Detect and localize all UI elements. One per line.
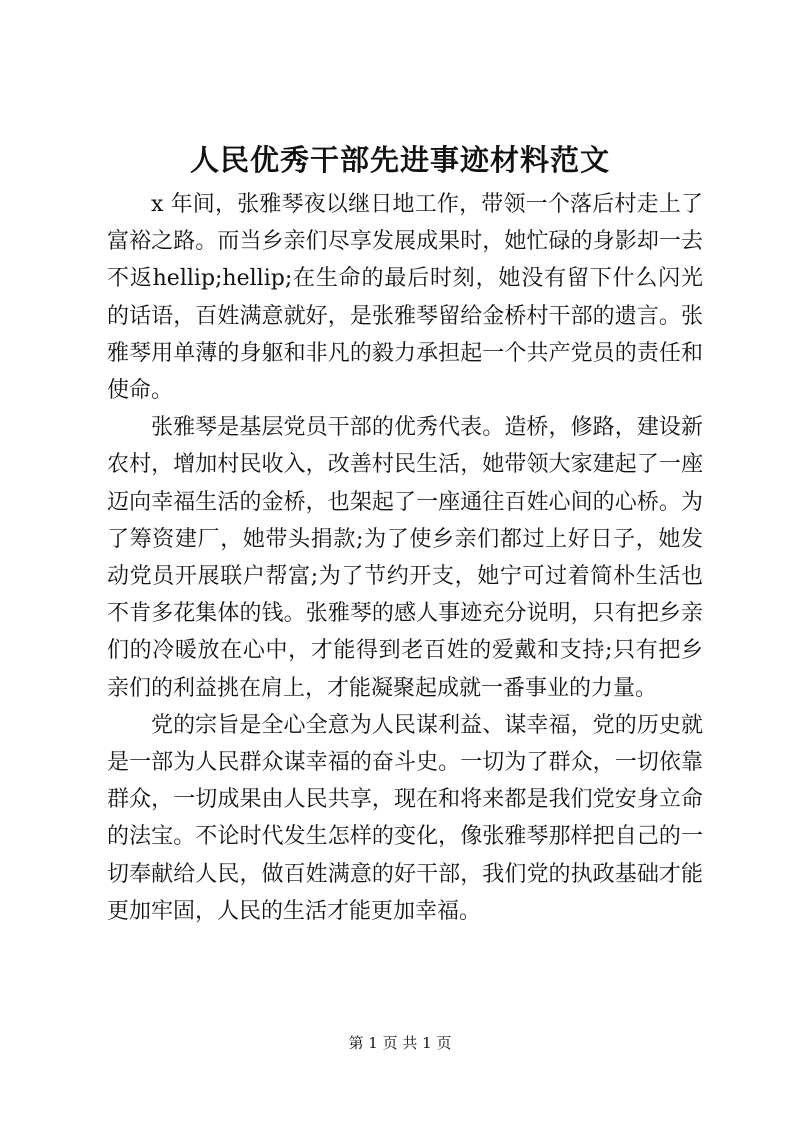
page-number-footer: 第 1 页 共 1 页 — [348, 1034, 452, 1052]
document-body — [107, 186, 703, 930]
page-title: 人民优秀干部先进事迹材料范文 — [189, 143, 610, 177]
paragraph-2: 张雅琴是基层党员干部的优秀代表。造桥，修路，建设新农村，增加村民收入，改善村民生活，她带领大家建起了一座迈向幸福生活的金桥，也架起了一座通往百姓心间的心桥。为了筹资建厂，她带头捐款;为了使乡亲们都过上好日子，她发动党员开展联户帮富;为了节约开支，她宁可过着简朴生活也不肯多花集体的钱。张雅琴的感人事迹充分说明，只有把乡亲们的冷暖放在心中，才能得到老百姓的爱戴和支持;只有把乡亲们的利益挑在肩上，才能凝聚起成就一番事业的力量。 — [107, 415, 703, 701]
paragraph-1: x 年间，张雅琴夜以继日地工作，带领一个落后村走上了富裕之路。而当乡亲们尽享发展成果时，她忙碌的身影却一去不返hellip;hellip;在生命的最后时刻，她没有留下什么闪光的话语，百姓满意就好，是张雅琴留给金桥村干部的遗言。张雅琴用单薄的身躯和非凡的毅力承担起一个共产党员的责任和使命。 — [107, 192, 703, 404]
paragraph-3: 党的宗旨是全心全意为人民谋利益、谋幸福，党的历史就是一部为人民群众谋幸福的奋斗史。一切为了群众，一切依靠群众，一切成果由人民共享，现在和将来都是我们党安身立命的法宝。不论时代发生怎样的变化，像张雅琴那样把自己的一切奉献给人民，做百姓满意的好干部，我们党的执政基础才能更加牢固，人民的生活才能更加幸福。 — [107, 712, 703, 924]
